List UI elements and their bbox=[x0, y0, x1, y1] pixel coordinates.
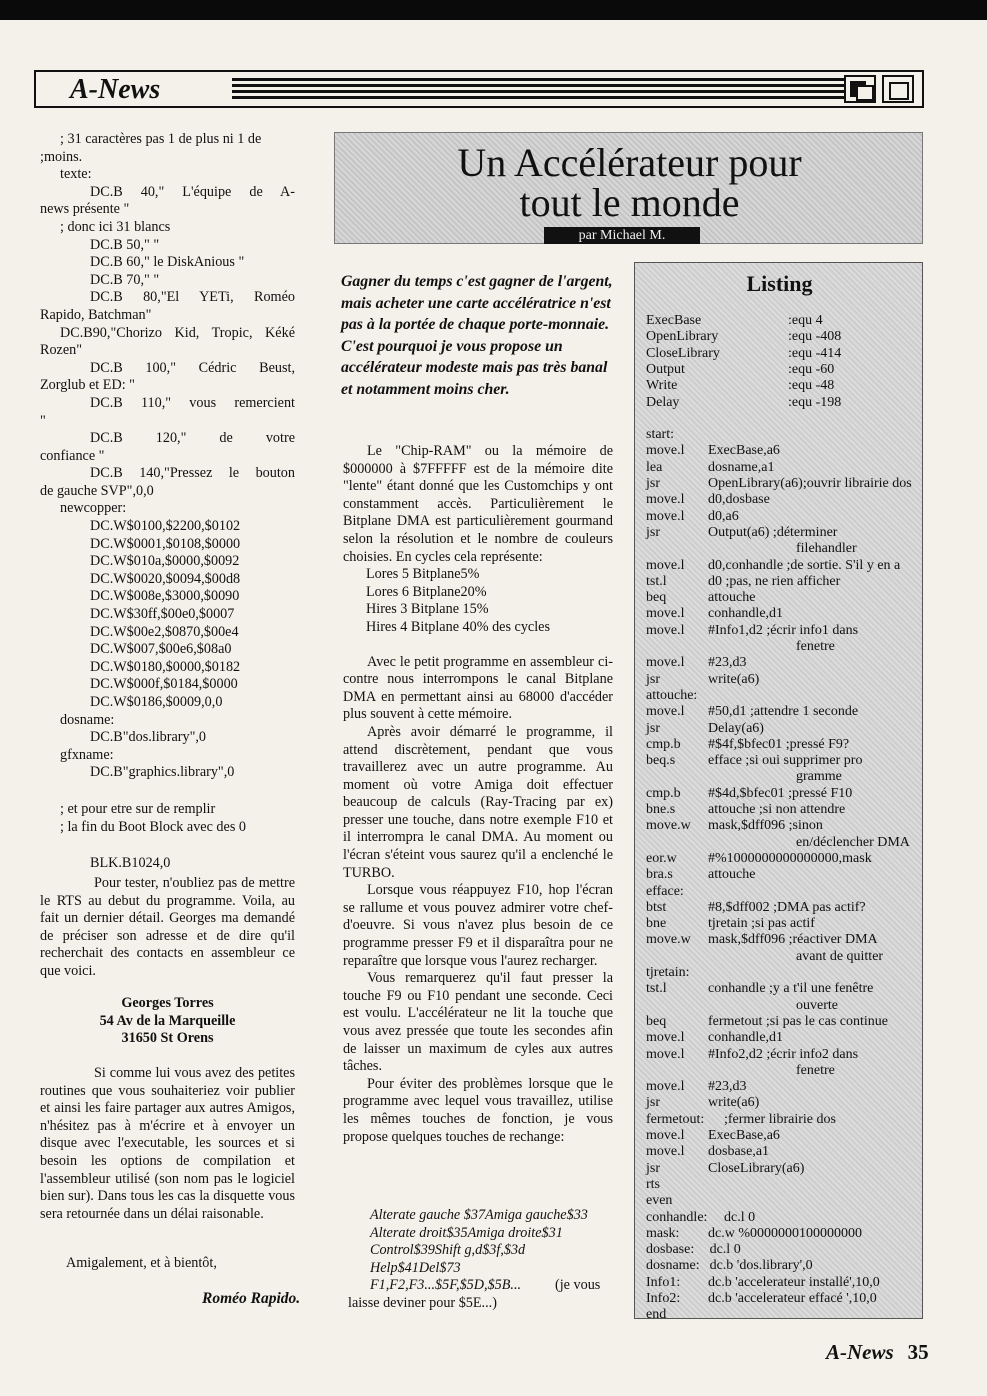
listing-label: Info1: bbox=[646, 1274, 681, 1290]
code-line: DC.B 140,"Pressez le bouton bbox=[90, 465, 295, 482]
listing-code: Delay(a6) bbox=[708, 720, 764, 736]
code-line: gfxname: bbox=[60, 746, 114, 763]
key-item: F1,F2,F3...$5F,$5D,$5B... bbox=[370, 1277, 522, 1294]
listing-label: move.l bbox=[646, 443, 685, 459]
listing-line bbox=[646, 786, 922, 802]
listing-code: efface ;si oui supprimer pro bbox=[708, 753, 863, 769]
listing-line bbox=[646, 802, 922, 818]
code-line: DC.W$0001,$0108,$0000 bbox=[90, 535, 241, 552]
listing-label: cmp.b bbox=[646, 785, 681, 801]
listing-code: #23,d3 bbox=[708, 655, 747, 671]
listing-line bbox=[646, 1161, 922, 1177]
code-line: ; donc ici 31 blancs bbox=[60, 218, 171, 235]
listing-line bbox=[646, 558, 922, 574]
code-line: DC.B 60," le DiskAnious " bbox=[90, 254, 245, 271]
listing-code: dosbase,a1 bbox=[708, 1144, 770, 1160]
cycle-item: Lores 6 Bitplane20% bbox=[366, 583, 487, 600]
listing-label: tst.l bbox=[646, 981, 667, 997]
listing-line bbox=[646, 835, 922, 851]
paragraph: Si comme lui vous avez des petites routines que vous souhaiteriez voir publier et ainsi les faire partager aux autres Amigos, n'hésitez pas à m'écrire et à envoyer un disque avec l'executable, les sources et si besoin les options de compilation et l'assembleur utilisé (son nom pas le logiciel bien sur). Dans tous les cas la disquette vous sera retournée dans un délai raisonable. bbox=[40, 1065, 295, 1222]
listing-code: OpenLibrary(a6);ouvrir librairie dos bbox=[708, 476, 912, 491]
listing-line bbox=[646, 1144, 922, 1160]
listing-line bbox=[646, 688, 922, 704]
listing-code: dc.w %0000000100000000 bbox=[708, 1225, 862, 1241]
listing-label: move.l bbox=[646, 655, 685, 671]
listing-code: d0,dosbase bbox=[708, 492, 770, 508]
address-name: Georges Torres bbox=[121, 995, 214, 1011]
page-footer bbox=[826, 1340, 929, 1365]
listing-label: end bbox=[646, 1307, 667, 1323]
listing-label: beq bbox=[646, 1013, 667, 1029]
code-line: BLK.B1024,0 bbox=[90, 855, 171, 872]
listing-code: #23,d3 bbox=[708, 1079, 747, 1095]
listing-label: OpenLibrary bbox=[646, 329, 719, 345]
cycle-item: Hires 4 Bitplane 40% des cycles bbox=[366, 618, 550, 635]
listing-label: move.w bbox=[646, 932, 691, 948]
listing-label: CloseLibrary bbox=[646, 345, 720, 361]
listing-equ: :equ -198 bbox=[788, 394, 842, 410]
listing-label: jsr bbox=[646, 720, 660, 736]
listing-code: attouche bbox=[708, 867, 756, 883]
listing-label: tst.l bbox=[646, 573, 667, 589]
listing-label: move.l bbox=[646, 606, 685, 622]
cycle-item: Lores 5 Bitplane5% bbox=[366, 566, 480, 583]
code-line: DC.W$0020,$0094,$00d8 bbox=[90, 570, 241, 587]
listing-label: Info2: bbox=[646, 1291, 681, 1306]
listing-label: cmp.b bbox=[646, 736, 681, 752]
listing-line bbox=[646, 916, 922, 932]
listing-line bbox=[646, 378, 922, 394]
code-line: dosname: bbox=[60, 711, 115, 728]
paragraph: Lorsque vous réappuyez F10, hop l'écran se rallume et vous pouvez admirer votre chef-d'oeuvre. Si vous n'avez plus besoin de ce programme presser F9 et il disparaîtra pour ne reparaître que lorsque vous l'aurez recharger. bbox=[343, 882, 613, 969]
listing-label: fermetout: bbox=[646, 1111, 705, 1127]
key-item: Alterate droit$35Amiga droite$31 bbox=[370, 1224, 563, 1241]
cycles-list bbox=[343, 566, 613, 636]
listing-code: ExecBase,a6 bbox=[708, 1128, 780, 1143]
code-line: DC.B 120," de votre bbox=[90, 430, 295, 447]
code-line: DC.B 40," L'équipe de A- bbox=[90, 183, 295, 200]
listing-label: jsr bbox=[646, 476, 660, 491]
code-line: DC.W$0100,$2200,$0102 bbox=[90, 518, 241, 535]
listing-line bbox=[646, 362, 922, 378]
left-column bbox=[40, 131, 295, 873]
code-line: Zorglub et ED: " bbox=[40, 377, 135, 394]
listing-code: #Info1,d2 ;écrir info1 dans bbox=[708, 622, 859, 638]
code-line: " bbox=[40, 412, 46, 429]
paragraph: Pour tester, n'oubliez pas de mettre le RTS au debut du programme. Voila, au fait un dernier détail. Georges ma demandé de préciser son adresse et de dire qu'il recherchait des contacts en assembleur ce que voici. bbox=[40, 875, 295, 979]
listing-code: ouverte bbox=[796, 997, 838, 1013]
listing-equ: :equ 4 bbox=[788, 313, 823, 328]
listing-label: move.l bbox=[646, 704, 685, 720]
listing-line bbox=[646, 329, 922, 345]
listing-line bbox=[646, 476, 922, 492]
code-line: DC.B"graphics.library",0 bbox=[90, 764, 235, 781]
code-line: DC.B 80,"El YETi, Roméo bbox=[90, 289, 295, 306]
code-line: ; 31 caractères pas 1 de plus ni 1 de bbox=[60, 131, 262, 147]
listing-code: conhandle ;y a t'il une fenêtre bbox=[708, 981, 874, 997]
listing-line bbox=[646, 639, 922, 655]
listing-label: dosname: bbox=[646, 1258, 700, 1274]
listing-line bbox=[646, 818, 922, 834]
article-body bbox=[343, 443, 613, 1146]
listing-code: ;fermer librairie dos bbox=[724, 1111, 836, 1127]
listing-equ: :equ -48 bbox=[788, 378, 835, 394]
listing-label: jsr bbox=[646, 1160, 660, 1176]
listing-label: jsr bbox=[646, 1095, 660, 1111]
listing-code: fenetre bbox=[796, 1062, 835, 1078]
key-item: Control$39Shift g,d$3f,$3d bbox=[370, 1242, 526, 1259]
listing-label: Output bbox=[646, 361, 685, 377]
listing-line bbox=[646, 346, 922, 362]
listing-label: move.w bbox=[646, 818, 691, 834]
window-icon bbox=[882, 75, 914, 103]
listing-code: #50,d1 ;attendre 1 seconde bbox=[708, 704, 859, 720]
code-line: DC.B 50," " bbox=[90, 236, 160, 253]
listing-code: filehandler bbox=[796, 541, 857, 557]
address-city: 31650 St Orens bbox=[121, 1030, 214, 1047]
listing-label: beq bbox=[646, 590, 667, 606]
listing-box bbox=[634, 262, 923, 1323]
listing-code: avant de quitter bbox=[796, 948, 884, 964]
listing-label: ExecBase bbox=[646, 313, 702, 328]
listing-code: dc.l 0 bbox=[709, 1242, 741, 1258]
listing-line bbox=[646, 704, 922, 720]
section-title: A-News bbox=[70, 74, 161, 105]
paragraph: Vous remarquerez qu'il faut presser la touche F9 ou F10 pendant une seconde. Ceci est voulu. L'accélérateur ne lit la touche que vous avez pressée que toute les secondes afin de laisser un maximum de cyles aux autres tâches. bbox=[343, 970, 613, 1075]
code-line: DC.B 70," " bbox=[90, 271, 160, 288]
paragraph: Pour éviter des problèmes lorsque que le programme avec lequel vous travaillez, utilise les mêmes touches de fonction, je vous propose quelques touches de rechange: bbox=[343, 1075, 613, 1145]
code-line: ; et pour etre sur de remplir bbox=[60, 800, 216, 817]
listing-line bbox=[646, 541, 922, 557]
code-line: newcopper: bbox=[60, 500, 127, 517]
listing-label: attouche: bbox=[646, 687, 698, 703]
listing-label: rts bbox=[646, 1176, 660, 1192]
listing-label: jsr bbox=[646, 524, 660, 540]
listing-code: attouche ;si non attendre bbox=[708, 802, 846, 817]
listing-label: jsr bbox=[646, 671, 660, 687]
listing-code: CloseLibrary(a6) bbox=[708, 1160, 805, 1176]
listing-label: lea bbox=[646, 459, 663, 475]
listing-label: move.l bbox=[646, 1046, 685, 1062]
listing-code: ExecBase,a6 bbox=[708, 443, 780, 459]
listing-line bbox=[646, 1014, 922, 1030]
signature: Roméo Rapido. bbox=[202, 1290, 301, 1307]
listing-label: move.l bbox=[646, 508, 685, 524]
listing-label: move.l bbox=[646, 1128, 685, 1143]
listing-label: move.l bbox=[646, 1144, 685, 1160]
listing-label: beq.s bbox=[646, 753, 676, 769]
code-line: DC.B90,"Chorizo Kid, Tropic, Kéké bbox=[60, 324, 295, 341]
listing-code: conhandle,d1 bbox=[708, 606, 784, 622]
listing-line bbox=[646, 1177, 922, 1193]
listing-line bbox=[646, 965, 922, 981]
listing-line bbox=[646, 411, 922, 427]
listing-line bbox=[646, 1307, 922, 1323]
listing-label: efface: bbox=[646, 883, 684, 899]
paragraph: Après avoir démarré le programme, il attend discrètement, pendant que vous travaillerez avec un autre programme. Au moment où votre Amiga doit effectuer beaucoup de calculs (Ray-Tracing par ex) presser une touche, dans notre exemple F10 et il interrompra le canal DMA. Au moment ou l'écran s'éteint vous saurez qu'il a enclenché le TURBO. bbox=[343, 723, 613, 881]
code-line: DC.W$30ff,$00e0,$0007 bbox=[90, 606, 235, 623]
listing-code: fenetre bbox=[796, 639, 835, 654]
code-line: news présente " bbox=[40, 201, 130, 218]
listing-code: tjretain ;si pas actif bbox=[708, 916, 815, 932]
listing-line bbox=[646, 623, 922, 639]
listing-line bbox=[646, 867, 922, 883]
listing-code: dosname,a1 bbox=[708, 459, 775, 475]
listing-label: move.l bbox=[646, 622, 685, 638]
listing-title: Listing bbox=[746, 271, 813, 296]
listing-code: #$4f,$bfec01 ;pressé F9? bbox=[708, 736, 850, 752]
listing-line bbox=[646, 509, 922, 525]
listing-line bbox=[646, 932, 922, 948]
listing-line bbox=[646, 525, 922, 541]
listing-label: dosbase: bbox=[646, 1242, 695, 1258]
listing-equ: :equ -408 bbox=[788, 329, 842, 345]
listing-line bbox=[646, 395, 922, 411]
listing-equ: :equ -414 bbox=[788, 345, 842, 361]
key-tail: (je vous bbox=[555, 1277, 601, 1293]
listing-line bbox=[646, 492, 922, 508]
listing-code: d0 ;pas, ne rien afficher bbox=[708, 573, 841, 589]
key-item: Help$41Del$73 bbox=[370, 1259, 461, 1276]
paragraph: Le "Chip-RAM" ou la mémoire de $000000 à $7FFFFF est de la mémoire dite "lente" étant donné que les Customchips y ont constamment accès. Particulièrement le Bitplane DMA est particulièrement gourmand selon la résolution et le nombre de couleurs choisies. En cycles cela représente: bbox=[343, 443, 613, 565]
code-line: ;moins. bbox=[40, 148, 83, 165]
code-line: texte: bbox=[60, 166, 92, 183]
listing-line bbox=[646, 1112, 922, 1128]
listing-line bbox=[646, 427, 922, 443]
code-line: DC.W$0180,$0000,$0182 bbox=[90, 658, 241, 675]
listing-line bbox=[646, 443, 922, 459]
listing-line bbox=[646, 769, 922, 785]
listing-label: mask: bbox=[646, 1225, 680, 1241]
listing-code: en/déclencher DMA bbox=[796, 834, 910, 850]
section-banner bbox=[34, 70, 924, 108]
listing-code: dc.l 0 bbox=[724, 1209, 756, 1225]
listing-code: mask,$dff096 ;sinon bbox=[708, 818, 823, 834]
listing-code: #Info2,d2 ;écrir info2 dans bbox=[708, 1046, 859, 1062]
listing-line bbox=[646, 884, 922, 900]
listing-label: move.l bbox=[646, 557, 685, 573]
banner-stripes bbox=[232, 78, 852, 102]
listing-line bbox=[646, 1210, 922, 1226]
intro-text: Gagner du temps c'est gagner de l'argent, mais acheter une carte accélératrice n'est pas à la portée de chaque porte-monnaie. C'est pourquoi je vous propose un accélérateur modeste mais pas très banal et notamment moins cher. bbox=[341, 273, 613, 398]
listing-line bbox=[646, 1258, 922, 1274]
listing-code: d0,a6 bbox=[708, 508, 739, 524]
listing-line bbox=[646, 737, 922, 753]
code-line: DC.W$00e2,$0870,$00e4 bbox=[90, 623, 239, 640]
listing-label: start: bbox=[646, 427, 674, 443]
listing-label: Write bbox=[646, 378, 678, 394]
listing-line bbox=[646, 655, 922, 671]
listing-line bbox=[646, 1095, 922, 1111]
key-item: Alterate gauche $37Amiga gauche$33 bbox=[370, 1207, 588, 1223]
page-number: 35 bbox=[907, 1340, 929, 1364]
code-line: DC.B"dos.library",0 bbox=[90, 729, 207, 746]
listing-code: mask,$dff096 ;réactiver DMA bbox=[708, 932, 878, 948]
listing-code: dc.b 'accelerateur effacé ',10,0 bbox=[708, 1291, 877, 1306]
code-line: DC.B 100," Cédric Beust, bbox=[90, 359, 295, 376]
listing-line bbox=[646, 981, 922, 997]
listing-code: dc.b 'dos.library',0 bbox=[709, 1258, 813, 1274]
listing-label: move.l bbox=[646, 1030, 685, 1046]
listing-label: bne.s bbox=[646, 802, 676, 817]
listing-label: even bbox=[646, 1193, 673, 1209]
code-line: confiance " bbox=[40, 447, 105, 464]
listing-line bbox=[646, 606, 922, 622]
listing-line bbox=[646, 1193, 922, 1209]
listing-line bbox=[646, 590, 922, 606]
listing-line bbox=[646, 998, 922, 1014]
article-intro bbox=[341, 271, 613, 401]
listing-code: d0,conhandle ;de sortie. S'il y en a bbox=[708, 557, 901, 573]
listing-code: fermetout ;si pas le cas continue bbox=[708, 1013, 888, 1029]
window-icon bbox=[844, 75, 876, 103]
code-line: ; la fin du Boot Block avec des 0 bbox=[60, 818, 246, 835]
key-tail: laisse deviner pour $5E...) bbox=[348, 1295, 497, 1311]
code-line: de gauche SVP",0,0 bbox=[40, 482, 154, 499]
listing-label: eor.w bbox=[646, 850, 677, 866]
address-street: 54 Av de la Marqueille bbox=[99, 1012, 236, 1029]
listing-line bbox=[646, 460, 922, 476]
address-block bbox=[40, 995, 295, 1048]
listing-code: write(a6) bbox=[708, 1095, 760, 1111]
listing-line bbox=[646, 949, 922, 965]
code-line: DC.W$010a,$0000,$0092 bbox=[90, 553, 240, 570]
listing-equ: :equ -60 bbox=[788, 361, 835, 377]
listing-label: bne bbox=[646, 916, 667, 932]
listing-label: bra.s bbox=[646, 867, 673, 883]
listing-label: move.l bbox=[646, 492, 685, 508]
listing-line bbox=[646, 672, 922, 688]
listing-code: conhandle,d1 bbox=[708, 1030, 784, 1046]
article-title: Un Accélérateur pour bbox=[457, 140, 802, 185]
code-line: Rapido, Batchman" bbox=[40, 306, 152, 323]
listing-code: gramme bbox=[796, 769, 842, 785]
listing-label: tjretain: bbox=[646, 965, 690, 980]
code-line: Rozen" bbox=[40, 342, 83, 359]
code-line: DC.W$000f,$0184,$0000 bbox=[90, 676, 238, 693]
listing-code: Output(a6) ;déterminer bbox=[708, 524, 838, 540]
listing-line bbox=[646, 753, 922, 769]
top-black-border bbox=[0, 0, 987, 20]
footer-section: A-News bbox=[826, 1340, 894, 1364]
code-line: DC.W$008e,$3000,$0090 bbox=[90, 588, 240, 605]
article-title: tout le monde bbox=[519, 180, 740, 225]
listing-line bbox=[646, 1128, 922, 1144]
listing-line bbox=[646, 851, 922, 867]
listing-code: #%1000000000000000,mask bbox=[708, 850, 872, 866]
listing-label: conhandle: bbox=[646, 1209, 708, 1225]
listing-line bbox=[646, 1063, 922, 1079]
listing-label: btst bbox=[646, 899, 667, 915]
listing-label: Delay bbox=[646, 394, 680, 410]
code-line: DC.B 110," vous remercient bbox=[90, 394, 295, 411]
listing-line bbox=[646, 1030, 922, 1046]
listing-label: move.l bbox=[646, 1079, 685, 1095]
listing-code: dc.b 'accelerateur installé',10,0 bbox=[708, 1274, 880, 1290]
listing-line bbox=[646, 721, 922, 737]
code-line: DC.W$007,$00e6,$08a0 bbox=[90, 641, 232, 658]
listing-code: attouche bbox=[708, 590, 756, 606]
code-line: DC.W$0186,$0009,0,0 bbox=[90, 694, 223, 710]
closing-line: Amigalement, et à bientôt, bbox=[66, 1255, 217, 1271]
listing-code: #$4d,$bfec01 ;pressé F10 bbox=[708, 785, 853, 801]
paragraph: Avec le petit programme en assembleur ci-contre nous interrompons le canal Bitplane DMA en permettant ainsi au 68000 d'accéder plus souvent à cette mémoire. bbox=[343, 653, 613, 723]
listing-line bbox=[646, 1275, 922, 1291]
listing-code: #8,$dff002 ;DMA pas actif? bbox=[708, 899, 866, 915]
listing-line bbox=[646, 1226, 922, 1242]
listing-line bbox=[646, 313, 922, 329]
listing-line bbox=[646, 1291, 922, 1307]
left-para-test bbox=[40, 875, 295, 981]
listing-line bbox=[646, 1242, 922, 1258]
listing-line bbox=[646, 900, 922, 916]
listing-line bbox=[646, 1047, 922, 1063]
listing-line bbox=[646, 574, 922, 590]
listing-line bbox=[646, 1079, 922, 1095]
left-para-contact bbox=[40, 1065, 295, 1223]
listing-code: write(a6) bbox=[708, 671, 760, 687]
byline: par Michael M. bbox=[544, 227, 700, 244]
cycle-item: Hires 3 Bitplane 15% bbox=[366, 601, 489, 618]
